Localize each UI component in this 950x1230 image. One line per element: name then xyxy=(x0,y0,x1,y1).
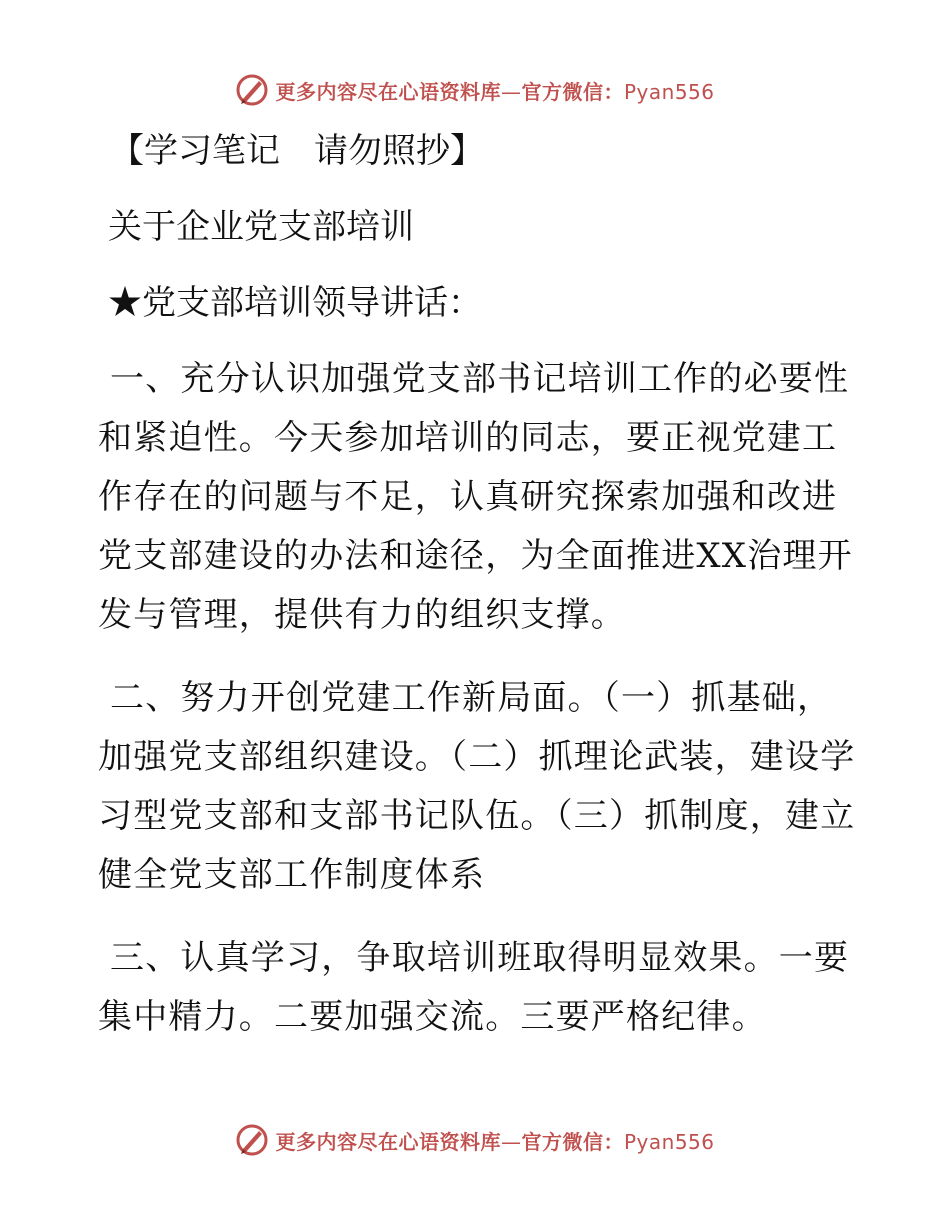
paragraph-3: 三、认真学习，争取培训班取得明显效果。一要集中精力。二要加强交流。三要严格纪律。 xyxy=(98,938,850,1037)
watermark-brand: 更多内容尽在心语资料库 xyxy=(275,79,501,104)
watermark-text xyxy=(275,76,714,105)
document-subtitle: 关于企业党支部培训 xyxy=(108,207,414,247)
watermark-wechat-id: Pyan556 xyxy=(623,1129,715,1154)
document-heading: ★党支部培训领导讲话： xyxy=(108,283,482,323)
pen-logo-icon xyxy=(235,1123,269,1157)
watermark-wechat-label: 官方微信： xyxy=(521,79,624,104)
watermark-separator: — xyxy=(500,1129,522,1154)
watermark-text xyxy=(275,1126,714,1155)
study-note-label: 【学习笔记 请勿照抄】 xyxy=(110,131,484,171)
watermark-wechat-label: 官方微信： xyxy=(521,1129,624,1154)
document-body xyxy=(98,122,858,1047)
header-watermark xyxy=(0,70,950,110)
pen-logo-icon xyxy=(235,73,269,107)
watermark-separator: — xyxy=(500,79,522,104)
paragraph-1: 一、充分认识加强党支部书记培训工作的必要性和紧迫性。今天参加培训的同志，要正视党建工作存在的问题与不足，认真研究探索加强和改进党支部建设的办法和途径，为全面推进XX治理开发与管理，提供有力的组织支撑。 xyxy=(98,359,853,635)
watermark-brand: 更多内容尽在心语资料库 xyxy=(275,1129,501,1154)
paragraph-2: 二、努力开创党建工作新局面。（一）抓基础，加强党支部组织建设。（二）抓理论武装，建设学习型党支部和支部书记队伍。（三）抓制度，建立健全党支部工作制度体系 xyxy=(98,678,856,895)
watermark-wechat-id: Pyan556 xyxy=(623,79,715,104)
footer-watermark xyxy=(0,1120,950,1160)
